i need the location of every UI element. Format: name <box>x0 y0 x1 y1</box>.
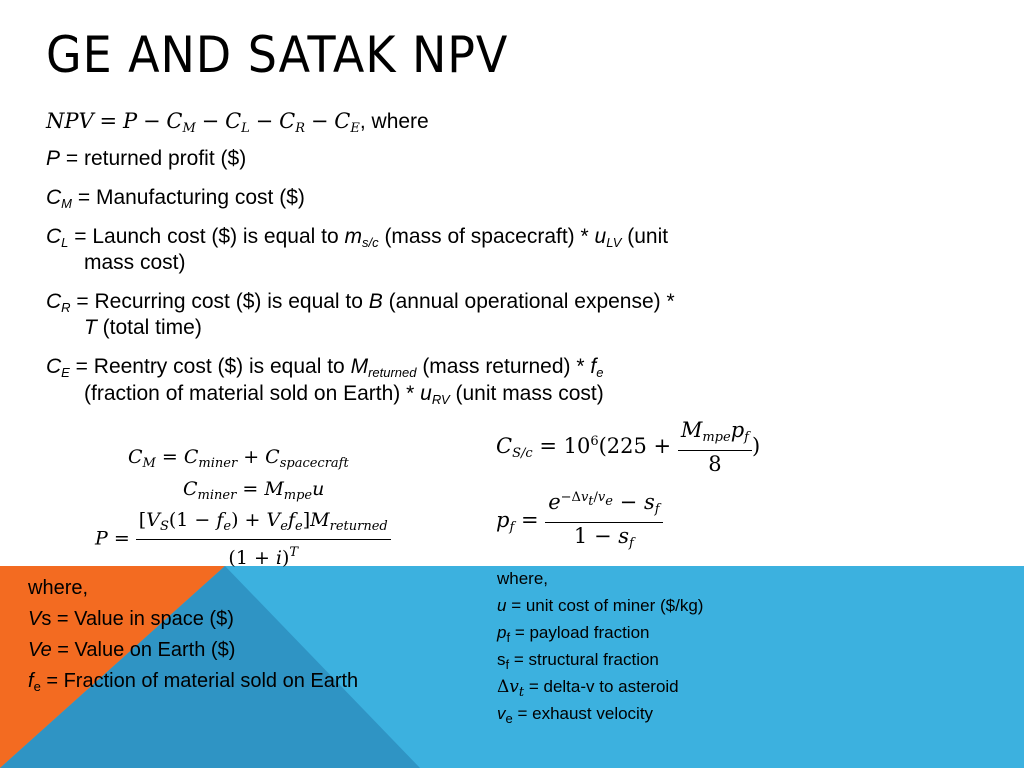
fraction-pf: $\frac{e^{-\Delta v_t/v_e} - s_f}{1 - s_f}$ <box>545 486 662 557</box>
right-note-sf: $s_f$ = structural fraction <box>497 650 659 672</box>
equation-pf: $p_f$ = $\frac{e^{-\Delta v_t/v_e} - s_f}{1 - s_f}$ <box>496 486 663 557</box>
npv-where: , where <box>359 110 429 133</box>
fraction-p: $\frac{[V_S(1 - f_e) + V_ef_e]M_{returned}}{(1 + i)^T}$ <box>136 508 391 571</box>
fraction-csc: $\frac{M_{mpe}p_f}{8}$ <box>678 418 752 477</box>
definition-cm: $C_M$ = Manufacturing cost ($) <box>46 186 305 211</box>
left-note-vs: Vs = Value in space ($) <box>28 608 234 630</box>
right-note-pf: $p_f$ = payload fraction <box>497 623 650 645</box>
left-note-ve: Ve = Value on Earth ($) <box>28 639 236 661</box>
equation-cm: $C_M = C_{miner} + C_{spacecraft}$ <box>128 446 349 471</box>
right-note-dv: $\Delta v_t$ = delta-v to asteroid <box>497 677 679 700</box>
right-note-u: u = unit cost of miner ($/kg) <box>497 596 704 615</box>
definition-cl-cont: mass cost) <box>84 251 186 274</box>
definition-ce: $C_E$ = Reentry cost ($) is equal to $M_{returned}$ (mass returned) * $f_e$ <box>46 355 604 380</box>
left-note-fe: $f_e$ = Fraction of material sold on Earth <box>28 670 359 694</box>
equation-p: P = $\frac{[V_S(1 - f_e) + V_ef_e]M_{returned}}{(1 + i)^T}$ <box>95 508 391 571</box>
definition-ce-cont: (fraction of material sold on Earth) * $u_{RV}$ (unit mass cost) <box>84 382 604 407</box>
definition-p: P = returned profit ($) <box>46 147 247 170</box>
definition-cl: $C_L$ = Launch cost ($) is equal to $m_{s/c}$ (mass of spacecraft) * $u_{LV}$ (unit <box>46 225 669 250</box>
right-note-where: where, <box>497 569 549 588</box>
equation-csc: $C_{S/c} = 10^6(225$ + $\frac{M_{mpe}p_f}{8}$ ) <box>496 418 761 476</box>
definition-cr: $C_R$ = Recurring cost ($) is equal to B (annual operational expense) * <box>46 290 675 315</box>
left-note-where: where, <box>28 577 89 599</box>
definition-cr-cont: T (total time) <box>84 316 202 339</box>
npv-equation: NPV = $P - C_M - C_L - C_R - C_E$, where <box>46 109 429 136</box>
equation-cminer: $C_{miner} = M_{mpe}u$ <box>183 478 325 503</box>
right-note-ve: $v_e$ = exhaust velocity <box>497 704 654 726</box>
page-title: GE AND SATAK NPV <box>46 26 509 84</box>
